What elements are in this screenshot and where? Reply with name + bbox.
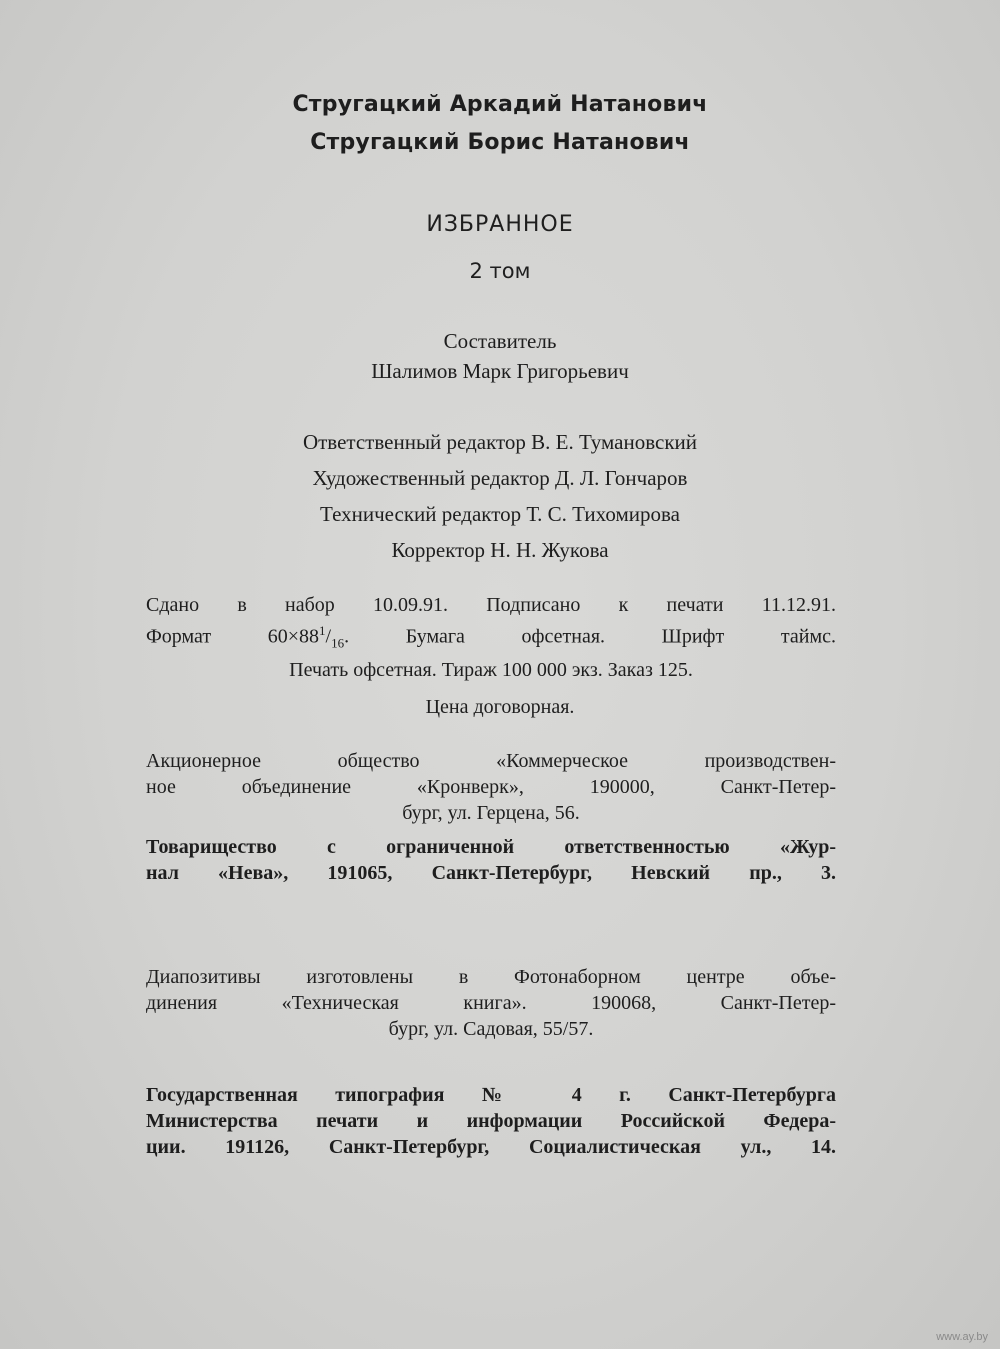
- printer-block: [146, 1082, 836, 1160]
- price-text: Цена договорная.: [425, 696, 575, 718]
- co-publisher-line: Товарищество с ограниченной ответственностью «Жур-: [146, 836, 836, 858]
- compiler-name: Шалимов Марк Григорьевич: [371, 359, 629, 383]
- format-sup: 1: [319, 623, 326, 638]
- editor-line: Технический редактор Т. С. Тихомирова: [320, 502, 680, 526]
- print-info-block: [146, 592, 836, 683]
- format-prefix: Формат 60×88: [146, 625, 320, 648]
- publisher-line: бург, ул. Герцена, 56.: [402, 802, 580, 824]
- editor-line: Корректор Н. Н. Жукова: [391, 538, 609, 562]
- publisher-line: ное объединение «Кронверк», 190000, Санкт-Петер-: [146, 776, 836, 798]
- editors-block: [0, 424, 1000, 568]
- print-info-line: Сдано в набор 10.09.91. Подписано к печати 11.12.91.: [146, 594, 836, 616]
- printer-line: ции. 191126, Санкт-Петербург, Социалистическая ул., 14.: [146, 1136, 836, 1158]
- authors-block: [0, 86, 1000, 162]
- diapositive-block: [146, 964, 836, 1042]
- book-title: ИЗБРАННОЕ: [426, 212, 574, 237]
- publisher-line: Акционерное общество «Коммерческое производствен-: [146, 750, 836, 772]
- diapositive-line: динения «Техническая книга». 190068, Санкт-Петер-: [146, 992, 836, 1014]
- author-line: Стругацкий Аркадий Натанович: [292, 92, 708, 117]
- format-rest: . Бумага офсетная. Шрифт таймс.: [344, 625, 836, 648]
- editor-line: Ответственный редактор В. Е. Тумановский: [302, 430, 698, 454]
- diapositive-line: бург, ул. Садовая, 55/57.: [388, 1018, 594, 1040]
- format-sub: 16: [331, 635, 345, 651]
- volume-number: 2 том: [469, 259, 531, 283]
- site-watermark: www.ay.by: [936, 1331, 988, 1343]
- diapositive-line: Диапозитивы изготовлены в Фотонаборном центре объе-: [146, 966, 836, 988]
- author-line: Стругацкий Борис Натанович: [310, 130, 690, 155]
- co-publisher-block: [146, 834, 836, 886]
- printer-line: Министерства печати и информации Российской Федера-: [146, 1110, 836, 1132]
- compiler-block: [0, 326, 1000, 386]
- printer-line: Государственная типография № 4 г. Санкт-Петербурга: [146, 1084, 836, 1106]
- publisher-block: [146, 748, 836, 826]
- editor-line: Художественный редактор Д. Л. Гончаров: [312, 466, 688, 490]
- co-publisher-line: нал «Нева», 191065, Санкт-Петербург, Невский пр., 3.: [146, 862, 836, 884]
- print-info-line: Печать офсетная. Тираж 100 000 экз. Заказ 125.: [289, 658, 693, 681]
- compiler-label: Составитель: [443, 329, 557, 353]
- format-line: Формат $60\times 88^1/_{16}$. Бумага офсетная. Шрифт таймс.: [146, 623, 836, 651]
